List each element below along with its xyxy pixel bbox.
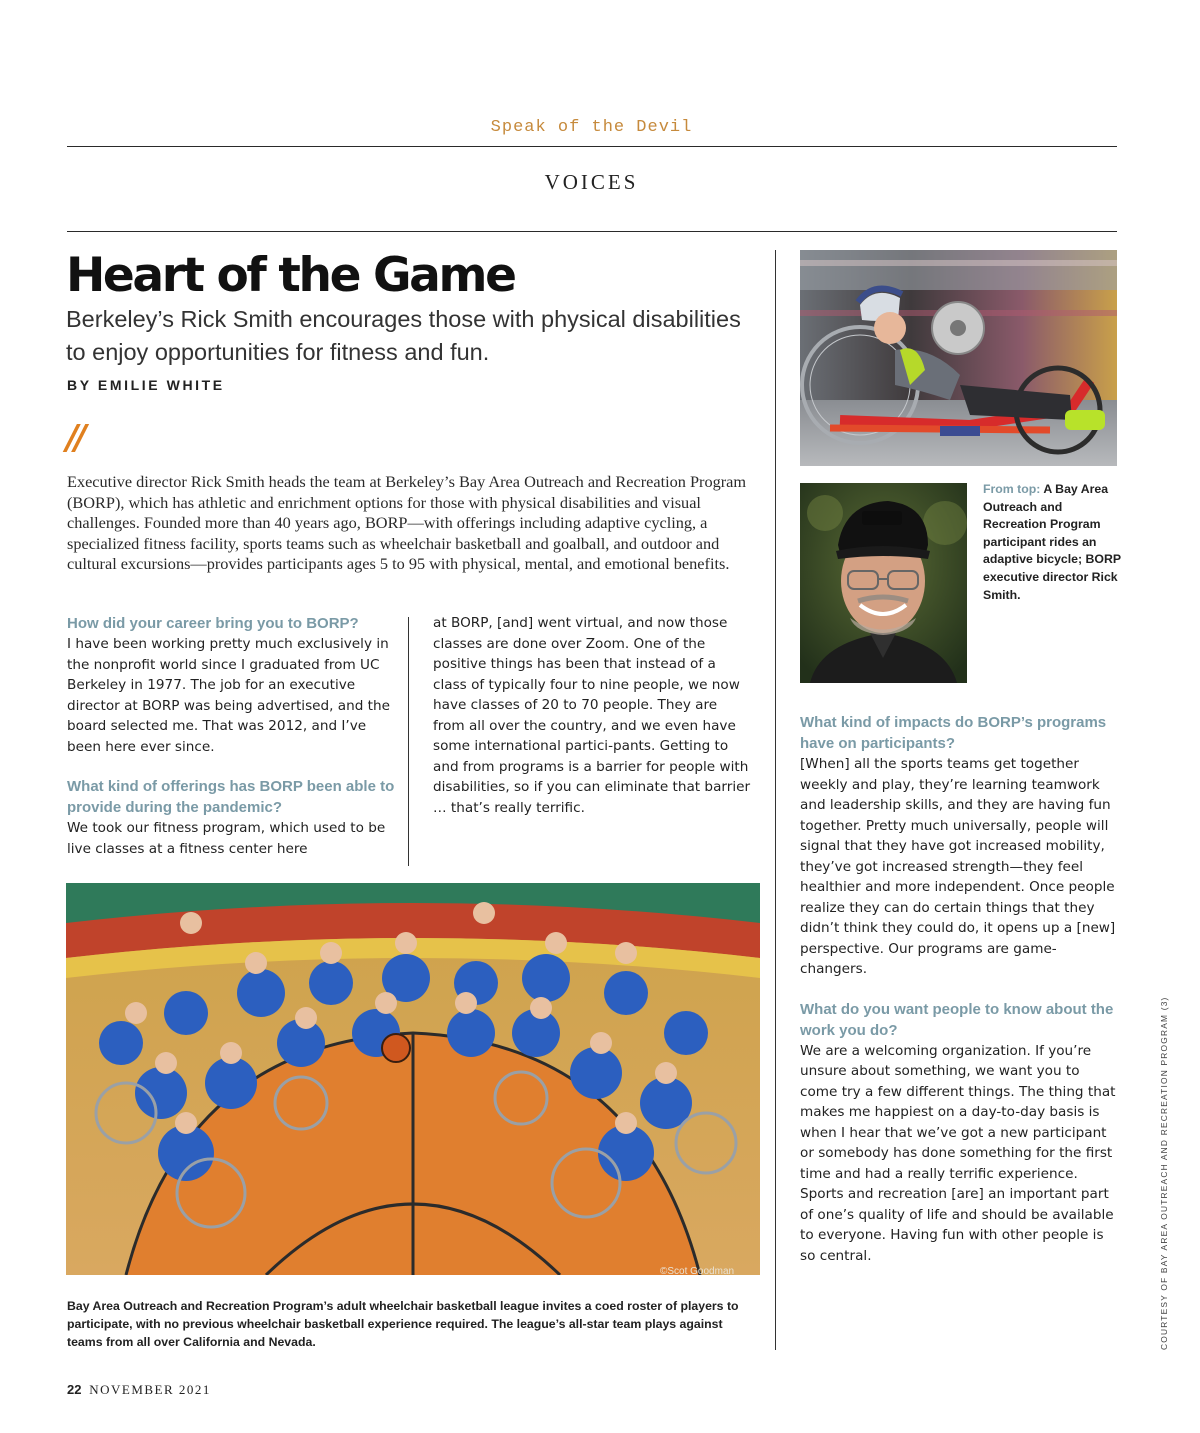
question-pandemic: What kind of offerings has BORP been able to provide during the pandemic? <box>67 778 395 816</box>
photo-adaptive-bicycle <box>800 250 1117 466</box>
photo-credit-vertical: COURTESY OF BAY AREA OUTREACH AND RECREATION PROGRAM (3) <box>1159 996 1169 1350</box>
qa-column-2 <box>433 613 753 818</box>
answer-pandemic: We took our fitness program, which used to be live classes at a fitness center here <box>67 820 386 857</box>
section-kicker: Speak of the Devil <box>490 118 693 137</box>
header-rule-bottom <box>67 231 1117 232</box>
answer-impacts: [When] all the sports teams get together weekly and play, they’re learning teamwork and leadership skills, and they are having fun together. Pretty much universally, people will signal that they have got increased mobility, they’ve got increased strength—they feel healthier and more independent. Once people realize they can do certain things that they didn’t think they could do, it opens up a [new] perspective. Our programs are game-changers. <box>800 756 1116 977</box>
photo-caption-bottom: Bay Area Outreach and Recreation Program’s adult wheelchair basketball league invites a coed roster of players to participate, with no previous wheelchair basketball experience required. The league’s all-star team plays against teams from all over California and Nevada. <box>67 1299 739 1349</box>
article-intro: Executive director Rick Smith heads the team at Berkeley’s Bay Area Outreach and Recreation Program (BORP), which has athletic and enrichment options for those with physical disabilities and visual challenges. Founded more than 40 years ago, BORP—with offerings including adaptive cycling, a specialized fitness facility, sports teams such as wheelchair basketball and goalball, and outdoor and cultural excursions—provides participants ages 5 to 95 with physical, mental, and emotional benefits. <box>67 472 747 573</box>
answer-pandemic-continued: at BORP, [and] went virtual, and now those classes are done over Zoom. One of the positive things has been that instead of a class of typically four to nine people, we now have classes of 20 to 70 people. They are from all over the country, and we even have some international partici-pants. Getting to and from programs is a barrier for people with disabilities, so if you can eliminate that barrier … that’s really terrific. <box>433 615 751 816</box>
column-divider-qa <box>408 617 409 866</box>
photo-rick-smith-portrait <box>800 483 967 683</box>
issue-date: NOVEMBER 2021 <box>89 1382 211 1397</box>
column-divider-main <box>775 250 776 1350</box>
photo-credit: ©Scot Goodman <box>660 1266 735 1277</box>
answer-work: We are a welcoming organization. If you’re unsure about something, we want you to come try a few different things. The thing that makes me happiest on a day-to-day basis is when I hear that we’ve got a new participant or somebody has done something for the first time and had a really terrific experience. Sports and recreation [are] an important part of one’s quality of life and should be available to everyone. Having fun with other people is so central. <box>800 1042 1116 1264</box>
question-impacts: What kind of impacts do BORP’s programs have on participants? <box>800 714 1107 752</box>
question-work: What do you want people to know about the work you do? <box>800 1000 1114 1039</box>
page-number: 22 <box>67 1382 82 1397</box>
article-headline: Heart of the Game <box>66 248 515 303</box>
photo-caption-side <box>983 481 1123 604</box>
qa-column-3 <box>800 712 1118 1266</box>
slash-ornament: // <box>66 418 83 458</box>
qa-column-1 <box>67 613 397 859</box>
caption-side-text: A Bay Area Outreach and Recreation Program participant rides an adaptive bicycle; BORP executive director Rick Smith. <box>983 482 1121 602</box>
page-folio <box>67 1382 211 1398</box>
header-rule-top <box>67 146 1117 147</box>
article-byline: BY EMILIE WHITE <box>67 377 225 393</box>
article-deck: Berkeley’s Rick Smith encourages those with physical disabilities to enjoy opportunities for fitness and fun. <box>66 306 741 365</box>
question-career: How did your career bring you to BORP? <box>67 615 359 632</box>
answer-career: I have been working pretty much exclusively in the nonprofit world since I graduated from UC Berkeley in 1977. The job for an executive director at BORP was being advertised, and the board selected me. That was 2012, and I’ve been here ever since. <box>67 636 390 755</box>
section-title: VOICES <box>544 170 639 194</box>
photo-wheelchair-basketball-team <box>66 883 760 1275</box>
caption-lead: From top: <box>983 482 1041 496</box>
